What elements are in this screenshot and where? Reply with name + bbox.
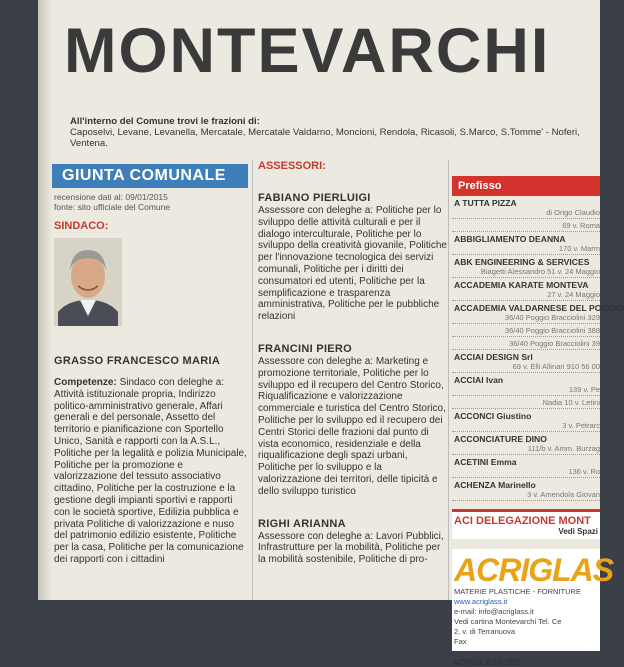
listing-name: ABK ENGINEERING & SERVICES bbox=[454, 257, 590, 267]
competenze-text bbox=[54, 377, 248, 566]
listing-entry bbox=[452, 301, 624, 324]
assessore-entry bbox=[258, 343, 448, 498]
acri-fax: Fax bbox=[454, 637, 467, 646]
listing-name: ACCIAI DESIGN Srl bbox=[454, 352, 533, 362]
listing-name: ACCADEMIA VALDARNESE DEL POGGIO bbox=[454, 303, 624, 313]
listing-entry bbox=[452, 255, 600, 278]
listing-name: ACHENZA Marinello bbox=[454, 480, 536, 490]
listing-detail: 36/40 Poggio Bracciolini 329 bbox=[504, 313, 600, 322]
acriglass-logo: ACRIGLAS bbox=[454, 552, 614, 588]
intro-text: Caposelvi, Levane, Levanella, Mercatale, Mercatale Valdarno, Moncioni, Rendola, Ricasoli, S.Marco, S.Tomme' - Noferi, Ventena. bbox=[70, 127, 580, 149]
listing-entry bbox=[452, 196, 600, 219]
competenze-body: Sindaco con deleghe a: Attività istituzionale propria, Indirizzo politico-amministrativo generale, Affari generali e del personale, Assetto del territorio e pianificazione con Sportello Unico, Sanità e rapporti con la A.S.L., Politiche per la legalità e polizia Municipale, Politiche per la promozione e valorizzazione del tessuto associativo cittadino, Politiche per la costruzione e la gestione degli impianti sportivi e rapporti con le società sportive, Edilizia pubblica e privata Politiche di valorizzazione e nuso del patrimonio edilizio esistente, Politiche per la casa, Politiche per la comunicazione dei rapporti con i cittadini bbox=[54, 377, 247, 565]
listing-entry bbox=[452, 219, 600, 232]
listing-detail: 3 v. Amendola Giovan bbox=[527, 490, 600, 499]
listing-name: A TUTTA PIZZA bbox=[454, 198, 517, 208]
listing-detail: 170 v. Marm bbox=[558, 244, 600, 253]
assessore-deleghe: Assessore con deleghe a: Marketing e promozione territoriale, Politiche per lo sviluppo ed il recupero del Centro Storico, Riqualificazione e valorizzazione commerciale e turistica del Centro Storico, Politiche per lo sviluppo ed il recupero dei Centri Storici delle frazioni dal punto di vista economico, residenziale e della riqualificazione degli spazi urbani, Politiche per lo sviluppo e la valorizzazione dei territori, delle tipicità e dello sviluppo turistico bbox=[258, 355, 446, 497]
acri-website-link[interactable]: www.acriglass.it bbox=[454, 597, 508, 606]
acri-address bbox=[454, 617, 598, 627]
assessore-name: FABIANO PIERLUIGI bbox=[258, 192, 371, 204]
listing-entry bbox=[452, 350, 600, 373]
assessore-deleghe: Assessore con deleghe a: Politiche per lo sviluppo delle attività culturali e per il dialogo interculturale, Politiche per lo sviluppo della creatività giovanile, Politiche per l'innovazione tecnologica dei servizi comunali, Politiche per i diritti dei consumatori ed utenti, Politiche per la semplificazione e trasparenza amministrativa, Politiche per le pubbliche relazioni bbox=[258, 205, 447, 323]
intro-label: All'interno del Comune trovi le frazioni di: bbox=[70, 116, 260, 127]
column-divider bbox=[448, 160, 449, 600]
listing-name: ABBIGLIAMENTO DEANNA bbox=[454, 234, 566, 244]
listing-detail: 36/40 Poggio Bracciolini 388 bbox=[504, 326, 600, 335]
listing-entry bbox=[452, 324, 600, 337]
page-title: MONTEVARCHI bbox=[64, 16, 551, 86]
review-date: recensione dati al: 09/01/2015 bbox=[54, 192, 168, 202]
column-divider bbox=[252, 160, 253, 600]
assessore-entry bbox=[258, 518, 448, 566]
acriglass-ad bbox=[452, 549, 614, 651]
acri-tel: Tel. Ce bbox=[538, 617, 562, 626]
listing-name: ACCONCI Giustino bbox=[454, 411, 532, 421]
listing-detail: 3 v. Petrarc bbox=[562, 421, 600, 430]
assessori-column bbox=[258, 160, 448, 566]
listing-detail: 69 v. Elli Allinari 910 56 00 bbox=[512, 362, 600, 371]
source-note: fonte: sito ufficiale del Comune bbox=[54, 202, 171, 212]
assessori-label: ASSESSORI: bbox=[258, 160, 326, 172]
listing-detail: Biagetti Alessandro 51 v. 24 Maggio bbox=[480, 267, 600, 276]
listing-detail: Nadia 10 v. Letini bbox=[542, 398, 600, 407]
listing-entry bbox=[452, 432, 600, 455]
listings-column bbox=[452, 176, 624, 667]
aci-subtitle: Vedi Spazi bbox=[558, 527, 598, 536]
prefisso-header: Prefisso bbox=[452, 176, 600, 196]
listing-list bbox=[452, 196, 624, 501]
assessore-entry bbox=[258, 192, 448, 323]
acri-email: e-mail: info@acriglass.it bbox=[454, 607, 534, 616]
competenze-label: Competenze: bbox=[54, 377, 117, 388]
sindaco-label: SINDACO: bbox=[54, 220, 109, 232]
acri-address-2: 2, v. di Terranuova bbox=[454, 627, 516, 636]
aci-title: ACI DELEGAZIONE MONT bbox=[454, 515, 591, 527]
listing-entry bbox=[452, 396, 600, 409]
listing-name: ACCIAI Ivan bbox=[454, 375, 504, 385]
intro-paragraph bbox=[70, 116, 590, 149]
listing-detail: di Origo Claudio bbox=[546, 208, 600, 217]
listing-entry bbox=[452, 409, 600, 432]
mayor-photo bbox=[54, 238, 122, 326]
listing-name: ACCADEMIA KARATE MONTEVA bbox=[454, 280, 589, 290]
listing-entry bbox=[452, 278, 600, 301]
mayor-name: GRASSO FRANCESCO MARIA bbox=[54, 355, 221, 367]
listing-detail: 27 v. 24 Maggio bbox=[547, 290, 600, 299]
listing-last-entry: ACRIGLASS SRL bbox=[452, 657, 523, 667]
giunta-heading: GIUNTA COMUNALE bbox=[52, 164, 248, 188]
newspaper-page bbox=[38, 0, 624, 667]
listing-name: ACETINI Emma bbox=[454, 457, 517, 467]
listing-detail: 139 v. Pe bbox=[568, 385, 600, 394]
listing-detail: 36/40 Poggio Bracciolini 39 bbox=[509, 339, 600, 348]
listing-entry bbox=[452, 232, 600, 255]
listing-entry bbox=[452, 373, 600, 396]
acri-tagline: MATERIE PLASTICHE - FORNITURE bbox=[454, 587, 581, 596]
giunta-column bbox=[52, 164, 248, 566]
listing-name: ACCONCIATURE DINO bbox=[454, 434, 547, 444]
listing-detail: 69 v. Roma bbox=[562, 221, 600, 230]
assessore-name: FRANCINI PIERO bbox=[258, 342, 353, 355]
assessore-name: RIGHI ARIANNA bbox=[258, 517, 346, 530]
listing-entry bbox=[452, 455, 600, 478]
acri-address-line: Vedi cartina Montevarchi bbox=[454, 617, 537, 626]
page-fold-shadow bbox=[38, 0, 52, 600]
listing-entry bbox=[452, 337, 600, 350]
assessore-deleghe: Assessore con deleghe a: Lavori Pubblici, Infrastrutture per la mobilità, Politiche per la mobilità sostenibile, Politiche di pro- bbox=[258, 530, 444, 566]
listing-detail: 136 v. Ro bbox=[568, 467, 600, 476]
listing-entry bbox=[452, 478, 600, 501]
aci-box bbox=[452, 509, 600, 539]
listing-detail: 111/b v. Amm. Burzag bbox=[527, 444, 600, 453]
